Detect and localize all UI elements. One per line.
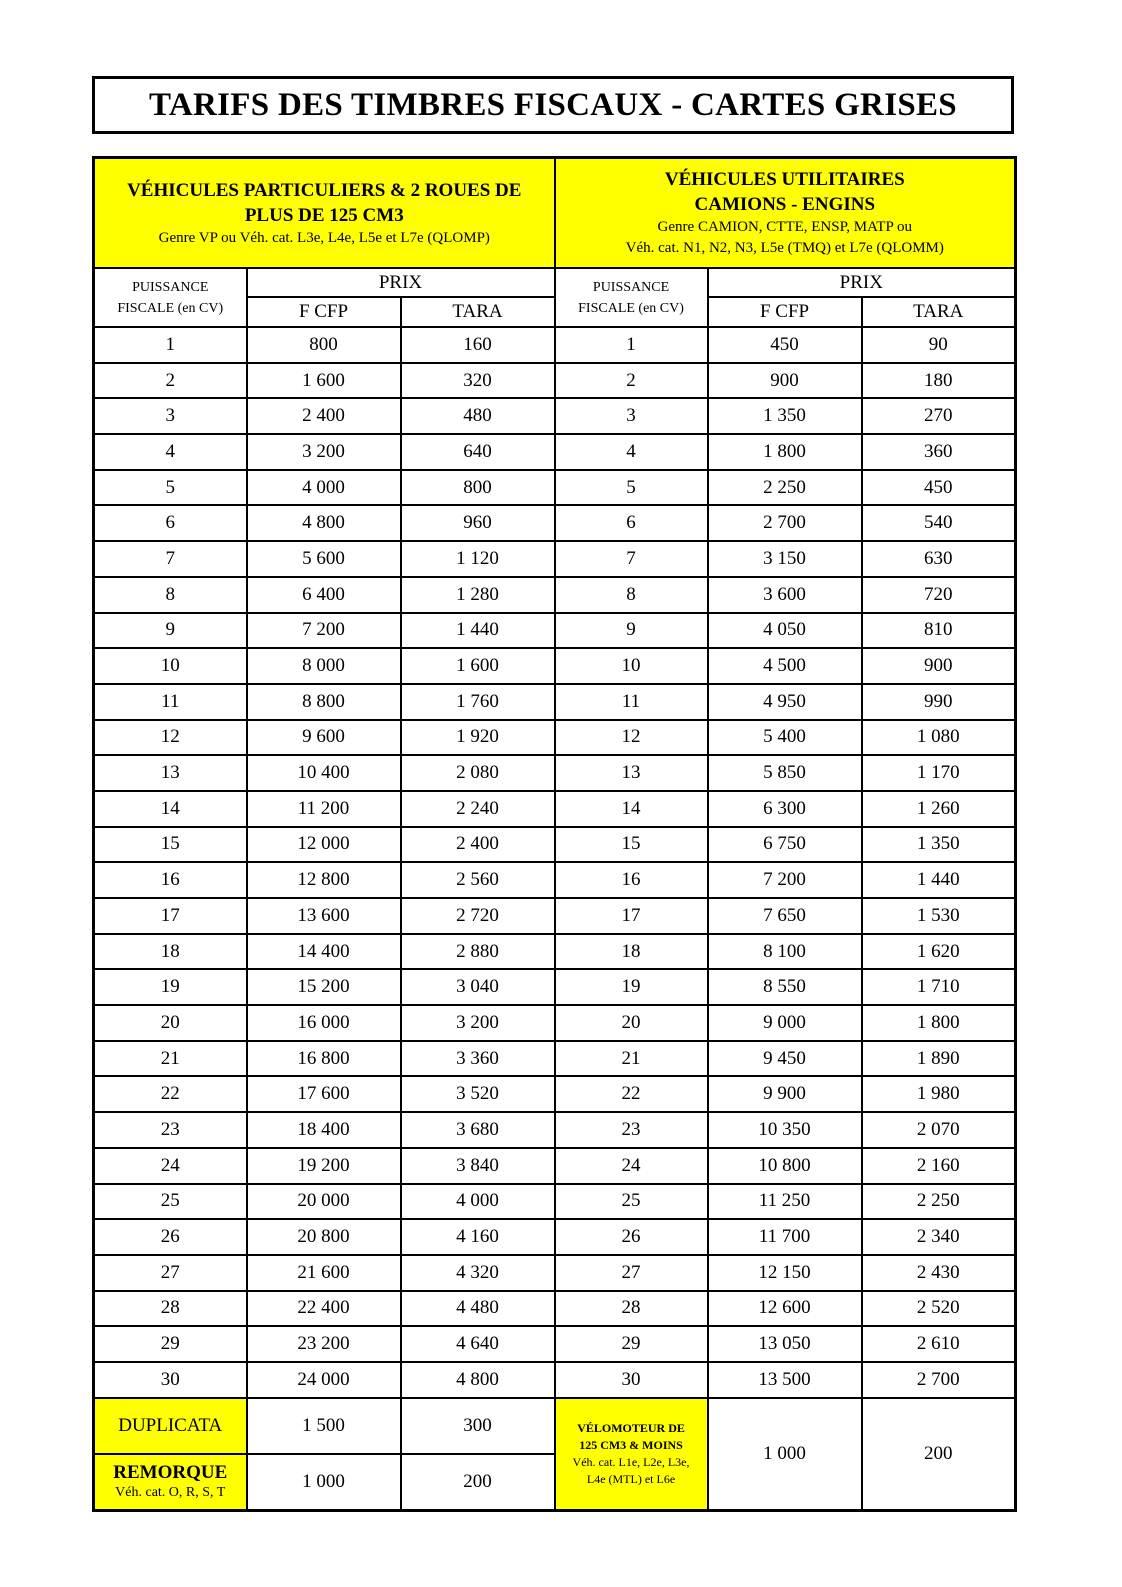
tarifs-table: [92, 156, 1017, 1512]
vu-fcfp-cell: 11 700: [708, 1219, 862, 1255]
vp-fcfp-cell: 16 800: [247, 1041, 401, 1077]
vu-fcfp-cell: 4 500: [708, 648, 862, 684]
table-row: [94, 1326, 1016, 1362]
header-puissance-fiscale: [555, 268, 708, 327]
table-row: [94, 898, 1016, 934]
vu-fcfp-cell: 7 200: [708, 862, 862, 898]
vu-tara-cell: 720: [862, 577, 1016, 613]
vu-cv-cell: 6: [555, 505, 708, 541]
table-row: [94, 505, 1016, 541]
table-row: [94, 1184, 1016, 1220]
table-row: [94, 684, 1016, 720]
vp-tara-cell: 1 920: [401, 720, 555, 756]
vp-fcfp-cell: 16 000: [247, 1005, 401, 1041]
header-fcfp: F CFP: [708, 297, 862, 327]
vp-fcfp-cell: 17 600: [247, 1076, 401, 1112]
vu-tara-cell: 1 080: [862, 720, 1016, 756]
section-title: PLUS DE 125 CM3: [244, 204, 404, 226]
vu-cv-cell: 30: [555, 1362, 708, 1398]
vu-tara-cell: 2 340: [862, 1219, 1016, 1255]
vu-tara-cell: 1 170: [862, 755, 1016, 791]
vp-tara-cell: 960: [401, 505, 555, 541]
vp-fcfp-cell: 21 600: [247, 1255, 401, 1291]
section-header-vehicules-utilitaires: [555, 158, 1016, 269]
vu-cv-cell: 19: [555, 969, 708, 1005]
table-row: [94, 934, 1016, 970]
vp-tara-cell: 2 720: [401, 898, 555, 934]
table-row: [94, 398, 1016, 434]
vu-cv-cell: 17: [555, 898, 708, 934]
vp-fcfp-cell: 2 400: [247, 398, 401, 434]
vp-fcfp-cell: 18 400: [247, 1112, 401, 1148]
vp-fcfp-cell: 4 800: [247, 505, 401, 541]
vu-cv-cell: 2: [555, 363, 708, 399]
vp-fcfp-cell: 9 600: [247, 720, 401, 756]
section-subtitle: Genre VP ou Véh. cat. L3e, L4e, L5e et L7e (QLOMP): [158, 229, 490, 246]
vu-tara-cell: 180: [862, 363, 1016, 399]
vu-fcfp-cell: 5 400: [708, 720, 862, 756]
vp-tara-cell: 4 640: [401, 1326, 555, 1362]
vp-fcfp-cell: 1 600: [247, 363, 401, 399]
table-row: [94, 827, 1016, 863]
vp-tara-cell: 1 120: [401, 541, 555, 577]
velomoteur-label: [555, 1398, 708, 1511]
vp-fcfp-cell: 22 400: [247, 1291, 401, 1327]
cv-cell: 13: [94, 755, 247, 791]
vu-fcfp-cell: 900: [708, 363, 862, 399]
vu-fcfp-cell: 8 100: [708, 934, 862, 970]
vu-fcfp-cell: 13 050: [708, 1326, 862, 1362]
vu-fcfp-cell: 5 850: [708, 755, 862, 791]
cv-cell: 1: [94, 327, 247, 363]
vu-tara-cell: 1 530: [862, 898, 1016, 934]
vu-cv-cell: 1: [555, 327, 708, 363]
vu-tara-cell: 810: [862, 613, 1016, 649]
table-row: [94, 327, 1016, 363]
cv-cell: 15: [94, 827, 247, 863]
vu-fcfp-cell: 10 800: [708, 1148, 862, 1184]
table-row: [94, 1112, 1016, 1148]
cv-cell: 14: [94, 791, 247, 827]
vp-tara-cell: 800: [401, 470, 555, 506]
table-row: [94, 1291, 1016, 1327]
velomoteur-subtitle: Véh. cat. L1e, L2e, L3e,: [572, 1454, 690, 1469]
vp-fcfp-cell: 7 200: [247, 613, 401, 649]
vp-fcfp-cell: 11 200: [247, 791, 401, 827]
vu-cv-cell: 20: [555, 1005, 708, 1041]
vu-tara-cell: 1 440: [862, 862, 1016, 898]
vp-tara-cell: 3 680: [401, 1112, 555, 1148]
cv-cell: 3: [94, 398, 247, 434]
cv-cell: 4: [94, 434, 247, 470]
vu-tara-cell: 2 700: [862, 1362, 1016, 1398]
vp-tara-cell: 480: [401, 398, 555, 434]
velomoteur-tara: 200: [862, 1398, 1016, 1511]
vp-tara-cell: 3 200: [401, 1005, 555, 1041]
cv-cell: 9: [94, 613, 247, 649]
section-title: VÉHICULES UTILITAIRES: [664, 169, 905, 190]
vu-cv-cell: 22: [555, 1076, 708, 1112]
cv-cell: 24: [94, 1148, 247, 1184]
table-row: [94, 720, 1016, 756]
vu-fcfp-cell: 6 750: [708, 827, 862, 863]
vp-tara-cell: 2 560: [401, 862, 555, 898]
cv-cell: 2: [94, 363, 247, 399]
cv-cell: 27: [94, 1255, 247, 1291]
table-row: [94, 1219, 1016, 1255]
table-row: [94, 648, 1016, 684]
vp-fcfp-cell: 4 000: [247, 470, 401, 506]
vp-tara-cell: 3 520: [401, 1076, 555, 1112]
cv-cell: 18: [94, 934, 247, 970]
vu-cv-cell: 5: [555, 470, 708, 506]
cv-cell: 6: [94, 505, 247, 541]
vu-cv-cell: 16: [555, 862, 708, 898]
vu-tara-cell: 1 710: [862, 969, 1016, 1005]
velomoteur-subtitle: L4e (MTL) et L6e: [586, 1471, 676, 1486]
vu-cv-cell: 23: [555, 1112, 708, 1148]
vp-tara-cell: 2 400: [401, 827, 555, 863]
vu-cv-cell: 4: [555, 434, 708, 470]
vp-tara-cell: 2 080: [401, 755, 555, 791]
header-fcfp: F CFP: [247, 297, 401, 327]
cv-cell: 22: [94, 1076, 247, 1112]
header-text: FISCALE (en CV): [117, 300, 224, 316]
vp-tara-cell: 3 040: [401, 969, 555, 1005]
header-text: PUISSANCE: [592, 279, 670, 295]
remorque-title: REMORQUE: [113, 1461, 228, 1483]
cv-cell: 8: [94, 577, 247, 613]
vp-tara-cell: 1 600: [401, 648, 555, 684]
vu-cv-cell: 10: [555, 648, 708, 684]
vu-cv-cell: 18: [555, 934, 708, 970]
cv-cell: 19: [94, 969, 247, 1005]
vu-fcfp-cell: 9 900: [708, 1076, 862, 1112]
cv-cell: 26: [94, 1219, 247, 1255]
table-row: [94, 1005, 1016, 1041]
cv-cell: 5: [94, 470, 247, 506]
vu-fcfp-cell: 8 550: [708, 969, 862, 1005]
vu-fcfp-cell: 2 700: [708, 505, 862, 541]
vu-cv-cell: 8: [555, 577, 708, 613]
vu-cv-cell: 11: [555, 684, 708, 720]
velomoteur-title: VÉLOMOTEUR DE: [577, 1420, 685, 1435]
vu-fcfp-cell: 6 300: [708, 791, 862, 827]
vp-tara-cell: 4 800: [401, 1362, 555, 1398]
vu-fcfp-cell: 1 800: [708, 434, 862, 470]
vu-cv-cell: 9: [555, 613, 708, 649]
cv-cell: 12: [94, 720, 247, 756]
table-row: [94, 1362, 1016, 1398]
header-text: FISCALE (en CV): [578, 300, 684, 316]
table-row: [94, 755, 1016, 791]
duplicata-fcfp: 1 500: [247, 1398, 401, 1454]
vu-tara-cell: 990: [862, 684, 1016, 720]
vp-tara-cell: 4 000: [401, 1184, 555, 1220]
vu-cv-cell: 27: [555, 1255, 708, 1291]
vp-fcfp-cell: 12 800: [247, 862, 401, 898]
vu-tara-cell: 2 070: [862, 1112, 1016, 1148]
page-title: TARIFS DES TIMBRES FISCAUX - CARTES GRISES: [92, 76, 1014, 134]
vp-tara-cell: 4 320: [401, 1255, 555, 1291]
vu-tara-cell: 1 620: [862, 934, 1016, 970]
header-text: PUISSANCE: [132, 279, 209, 295]
cv-cell: 20: [94, 1005, 247, 1041]
vp-fcfp-cell: 8 000: [247, 648, 401, 684]
vp-tara-cell: 2 240: [401, 791, 555, 827]
vp-tara-cell: 4 160: [401, 1219, 555, 1255]
vp-fcfp-cell: 3 200: [247, 434, 401, 470]
table-row: [94, 862, 1016, 898]
cv-cell: 17: [94, 898, 247, 934]
vu-tara-cell: 2 160: [862, 1148, 1016, 1184]
vu-cv-cell: 29: [555, 1326, 708, 1362]
vp-fcfp-cell: 14 400: [247, 934, 401, 970]
vu-tara-cell: 630: [862, 541, 1016, 577]
vp-fcfp-cell: 20 800: [247, 1219, 401, 1255]
cv-cell: 16: [94, 862, 247, 898]
vu-fcfp-cell: 3 150: [708, 541, 862, 577]
remorque-tara: 200: [401, 1454, 555, 1511]
vu-fcfp-cell: 10 350: [708, 1112, 862, 1148]
vp-tara-cell: 4 480: [401, 1291, 555, 1327]
vu-tara-cell: 1 800: [862, 1005, 1016, 1041]
vu-tara-cell: 1 890: [862, 1041, 1016, 1077]
vp-tara-cell: 2 880: [401, 934, 555, 970]
vu-tara-cell: 270: [862, 398, 1016, 434]
vu-tara-cell: 2 250: [862, 1184, 1016, 1220]
vu-tara-cell: 2 610: [862, 1326, 1016, 1362]
vp-fcfp-cell: 10 400: [247, 755, 401, 791]
section-subtitle: Véh. cat. N1, N2, N3, L5e (TMQ) et L7e (QLOMM): [625, 240, 944, 256]
vp-fcfp-cell: 12 000: [247, 827, 401, 863]
duplicata-tara: 300: [401, 1398, 555, 1454]
table-row: [94, 434, 1016, 470]
vp-tara-cell: 160: [401, 327, 555, 363]
vu-fcfp-cell: 12 150: [708, 1255, 862, 1291]
cv-cell: 25: [94, 1184, 247, 1220]
vu-fcfp-cell: 450: [708, 327, 862, 363]
vp-tara-cell: 3 840: [401, 1148, 555, 1184]
cv-cell: 23: [94, 1112, 247, 1148]
velomoteur-title: 125 CM3 & MOINS: [579, 1437, 683, 1452]
vp-tara-cell: 320: [401, 363, 555, 399]
vu-fcfp-cell: 9 450: [708, 1041, 862, 1077]
vp-tara-cell: 1 760: [401, 684, 555, 720]
duplicata-label: DUPLICATA: [94, 1398, 247, 1454]
remorque-subtitle: Véh. cat. O, R, S, T: [115, 1484, 226, 1500]
header-prix: PRIX: [708, 268, 1016, 297]
vp-fcfp-cell: 15 200: [247, 969, 401, 1005]
vu-fcfp-cell: 7 650: [708, 898, 862, 934]
vu-fcfp-cell: 3 600: [708, 577, 862, 613]
table-row: [94, 541, 1016, 577]
vu-cv-cell: 13: [555, 755, 708, 791]
vp-fcfp-cell: 20 000: [247, 1184, 401, 1220]
vu-fcfp-cell: 12 600: [708, 1291, 862, 1327]
vp-fcfp-cell: 19 200: [247, 1148, 401, 1184]
vp-fcfp-cell: 13 600: [247, 898, 401, 934]
vu-cv-cell: 15: [555, 827, 708, 863]
header-puissance-fiscale: [94, 268, 247, 327]
vu-tara-cell: 1 350: [862, 827, 1016, 863]
vu-cv-cell: 12: [555, 720, 708, 756]
vu-cv-cell: 7: [555, 541, 708, 577]
cv-cell: 7: [94, 541, 247, 577]
vu-tara-cell: 360: [862, 434, 1016, 470]
remorque-fcfp: 1 000: [247, 1454, 401, 1511]
cv-cell: 10: [94, 648, 247, 684]
vp-tara-cell: 1 280: [401, 577, 555, 613]
vu-tara-cell: 2 430: [862, 1255, 1016, 1291]
vp-fcfp-cell: 5 600: [247, 541, 401, 577]
vu-fcfp-cell: 11 250: [708, 1184, 862, 1220]
table-row: [94, 1255, 1016, 1291]
table-row: [94, 1148, 1016, 1184]
vu-fcfp-cell: 4 950: [708, 684, 862, 720]
section-header-vehicules-particuliers: [94, 158, 555, 269]
vu-tara-cell: 900: [862, 648, 1016, 684]
vu-tara-cell: 90: [862, 327, 1016, 363]
vu-tara-cell: 1 980: [862, 1076, 1016, 1112]
table-row: [94, 613, 1016, 649]
header-tara: TARA: [862, 297, 1016, 327]
section-title: VÉHICULES PARTICULIERS & 2 ROUES DE: [127, 179, 522, 201]
vp-fcfp-cell: 24 000: [247, 1362, 401, 1398]
cv-cell: 29: [94, 1326, 247, 1362]
cv-cell: 28: [94, 1291, 247, 1327]
cv-cell: 30: [94, 1362, 247, 1398]
vu-cv-cell: 14: [555, 791, 708, 827]
table-row: [94, 363, 1016, 399]
cv-cell: 21: [94, 1041, 247, 1077]
table-row: [94, 470, 1016, 506]
vp-fcfp-cell: 6 400: [247, 577, 401, 613]
section-subtitle: Genre CAMION, CTTE, ENSP, MATP ou: [657, 219, 912, 235]
vu-fcfp-cell: 1 350: [708, 398, 862, 434]
vp-tara-cell: 640: [401, 434, 555, 470]
table-row: [94, 577, 1016, 613]
vu-cv-cell: 3: [555, 398, 708, 434]
vu-fcfp-cell: 9 000: [708, 1005, 862, 1041]
vp-tara-cell: 3 360: [401, 1041, 555, 1077]
vu-tara-cell: 2 520: [862, 1291, 1016, 1327]
vu-tara-cell: 1 260: [862, 791, 1016, 827]
header-prix: PRIX: [247, 268, 555, 297]
vu-cv-cell: 21: [555, 1041, 708, 1077]
vu-cv-cell: 28: [555, 1291, 708, 1327]
vu-cv-cell: 25: [555, 1184, 708, 1220]
table-row: [94, 791, 1016, 827]
vp-fcfp-cell: 800: [247, 327, 401, 363]
table-row: [94, 1076, 1016, 1112]
table-row: [94, 1041, 1016, 1077]
vu-cv-cell: 26: [555, 1219, 708, 1255]
velomoteur-fcfp: 1 000: [708, 1398, 862, 1511]
vu-cv-cell: 24: [555, 1148, 708, 1184]
vu-tara-cell: 450: [862, 470, 1016, 506]
vu-fcfp-cell: 13 500: [708, 1362, 862, 1398]
table-row: [94, 969, 1016, 1005]
vp-fcfp-cell: 23 200: [247, 1326, 401, 1362]
vu-tara-cell: 540: [862, 505, 1016, 541]
remorque-label: [94, 1454, 247, 1511]
cv-cell: 11: [94, 684, 247, 720]
vp-fcfp-cell: 8 800: [247, 684, 401, 720]
vu-fcfp-cell: 2 250: [708, 470, 862, 506]
section-title: CAMIONS - ENGINS: [694, 194, 876, 215]
header-tara: TARA: [401, 297, 555, 327]
vp-tara-cell: 1 440: [401, 613, 555, 649]
vu-fcfp-cell: 4 050: [708, 613, 862, 649]
